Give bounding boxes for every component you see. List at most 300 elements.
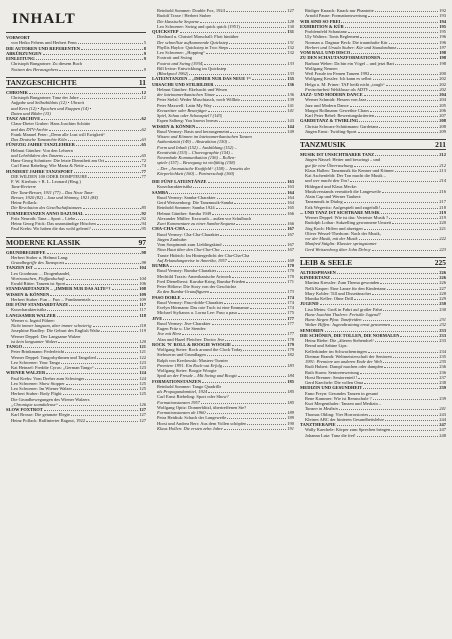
- entry-title: Hildegard und Klaus Mecke:: [305, 183, 358, 189]
- page-number: 104: [139, 265, 146, 271]
- dot-leader: [375, 116, 438, 117]
- page-number: 122: [139, 354, 146, 360]
- entry-title: TANZEN IST ...: [6, 265, 38, 271]
- section-heading-moderne-klassik: [6, 237, 146, 248]
- entry-title: Eugen Fritz u. Ute Stender:: [157, 326, 207, 331]
- entry-title: – Der „Aromatische Kraftfeld“ (158) – Jenseits der: [157, 165, 251, 171]
- entry-title: Fred Dienelherst: Kuruba-Krieg, Rumba-Frieden: [157, 278, 246, 284]
- dot-leader: [246, 282, 286, 283]
- dot-leader: [350, 106, 439, 107]
- entry-title: QUICKSTEP: [152, 29, 179, 34]
- page-number: 226: [439, 280, 446, 286]
- entry-title: Die Grundbewegungen des Wiener Walzers: [11, 396, 90, 402]
- entry-title: und wer macht den Ton?: [305, 178, 350, 184]
- entry-title: ist kein langsamer Walzer: [11, 338, 58, 344]
- page-number: 213: [439, 167, 446, 173]
- dot-leader: [368, 352, 439, 353]
- entry-title: Formationstanzen 1957: [157, 399, 200, 405]
- dot-leader: [182, 298, 287, 299]
- entry-title: Ruud Vermey: Basis und herausgemeint: [157, 128, 230, 134]
- entry-title: Die Revolution des Gesellschaftstanzes: [11, 205, 82, 211]
- entry-title: Kai Heinzel: Freddie Cyrus: „German Tango“: [11, 365, 94, 370]
- page-number: 164: [287, 194, 294, 200]
- page-number: 109: [139, 291, 146, 297]
- page-number: 236: [439, 364, 446, 370]
- entry-title: Alan und Hazel Fletcher: Doctor Jive: [157, 336, 225, 342]
- entry-title: Gerd Weissenborg: Die Tanzmusik-Samba: [157, 200, 234, 205]
- page-number: 247: [439, 422, 446, 427]
- entry-title: Diethard u. Christel Marschall: Flott hintüber: [157, 34, 239, 40]
- dot-leader: [354, 166, 438, 167]
- dot-leader: [216, 95, 287, 96]
- page-number: 206: [439, 107, 446, 113]
- entry-title: TURNIERTANZEN ANNO DAZUMAL: [6, 210, 84, 216]
- page-number: 11: [138, 77, 146, 87]
- entry-title: Karl Peter Bebel: Bewertungskriterien: [305, 113, 375, 118]
- entry-title: Foxtrot and Swing (1934): [157, 60, 204, 66]
- page-number: 197: [439, 44, 446, 50]
- dot-leader: [389, 218, 438, 219]
- page-number: 198: [439, 50, 446, 55]
- entry-title: F. W. Kierhuis + R. L. Leonard (Hrsg.): [11, 179, 81, 184]
- page-number: 230: [439, 306, 446, 312]
- dot-leader: [215, 85, 287, 86]
- dot-leader: [182, 334, 286, 335]
- dot-leader: [180, 32, 287, 33]
- entry-title: Auf Erkundungsreise in Amerika, 1957: [157, 257, 227, 263]
- entry-title: CHRONIK: [6, 89, 29, 95]
- entry-title: Werner Deppel: Der Langsame Walzer: [11, 333, 81, 339]
- dot-leader: [93, 326, 139, 327]
- page-number: 12: [141, 95, 146, 100]
- toc-column-1: [6, 8, 146, 423]
- page-number: 225: [434, 257, 446, 267]
- dot-leader: [92, 300, 139, 301]
- entry-title: Lex Goodman: ... Drogenhandel,: [11, 270, 71, 276]
- page-number: 202: [439, 81, 446, 87]
- section-heading-leib-seele: [300, 257, 446, 268]
- entry-title: Christoph Bungartner: Tanz der Jahre: [11, 95, 79, 100]
- dot-leader: [393, 357, 438, 358]
- dot-leader: [200, 22, 287, 23]
- page-number: 226: [439, 275, 446, 280]
- page-number: 163: [287, 179, 294, 184]
- page-number: 163: [287, 184, 294, 190]
- entry-title: Nelli Kasper: Eine Lanze für den Kindertanz: [305, 285, 386, 291]
- entry-title: SLOW FOXTROT: [6, 407, 43, 412]
- entry-title: Jürgen Nässel: Heiter und beswingt – und: [305, 157, 381, 163]
- page-number: 232: [439, 322, 446, 328]
- page-number: 118: [139, 323, 146, 328]
- dot-leader: [36, 59, 143, 60]
- entry-title: TANGO: [6, 344, 23, 349]
- page-number: 243: [439, 411, 446, 417]
- dot-leader: [243, 350, 286, 351]
- page-number: 62: [141, 116, 146, 121]
- entry-title: Mary Kobler: Till und Dissetänzcher: [305, 290, 372, 296]
- dot-leader: [66, 279, 139, 280]
- entry-title: Der schnellste aufkommende Quickstep: [157, 39, 229, 45]
- entry-title: Daten und Bilder (15): [11, 110, 51, 116]
- dot-leader: [71, 415, 138, 416]
- dot-leader: [105, 161, 140, 162]
- entry-title: Werner Deppel: Tangorhythmen und Tangolied: [11, 354, 96, 360]
- page-number: 219: [439, 215, 446, 220]
- title-rule: [6, 32, 146, 33]
- entry-title: Rüdiger Knaack: Knack nur Phantotte: [305, 8, 374, 13]
- entry-title: Traute Hidrich: Im Hintergedicht der Cha-Cha-Cha: [157, 252, 250, 258]
- page-number: 65: [141, 152, 146, 158]
- page-number: 236: [439, 369, 446, 375]
- entry-title: Carl Ernst Riebeling: Sport oder Show?: [157, 394, 229, 400]
- entry-title: Herbert Stuber: Fun ... Fun ... Fundamentals: [11, 296, 91, 302]
- dot-leader: [247, 424, 286, 425]
- dot-leader: [101, 331, 138, 332]
- entry-title: Espen Salberg: You knows bravas: [157, 118, 219, 124]
- entry-title: Dietmar Brandt: Weltmeisterschaft der Senioren: [305, 353, 392, 359]
- page-number: 235: [439, 353, 446, 359]
- page-number: 195: [439, 29, 446, 34]
- entry-title: Wortrauschen, Fluffandschaft: [11, 275, 65, 281]
- page-number: 104: [139, 275, 146, 281]
- entry-title: GARDETANZ & TWIRLING: [300, 118, 359, 124]
- dot-leader: [236, 224, 286, 225]
- entry-title: Heinz Georg Frick: Das unanständige Höschen: [11, 221, 96, 226]
- page-number: 228: [439, 290, 446, 296]
- page-number: 85: [141, 205, 146, 211]
- page-number: 94: [141, 221, 146, 226]
- entry-title: Ruud Vermey: Samba-Charakter: [157, 194, 216, 200]
- dot-leader: [186, 229, 286, 230]
- page-number: 108: [139, 286, 146, 292]
- page-number: 178: [287, 336, 294, 342]
- entry-title: Barbara Weber: Da bin ein Vögel – und jetzt Bari: [305, 60, 395, 66]
- entry-title: Phyllis Haylor: Quickstep in Two Steps: [157, 44, 229, 50]
- dot-leader: [357, 436, 439, 437]
- page-number: 92: [141, 210, 146, 216]
- entry-title: Rene Kummer: Wie ist Rennschule ?: [305, 395, 372, 401]
- dot-leader: [381, 213, 438, 214]
- entry-title: Formationstanzen ab 1960: [157, 410, 206, 415]
- page-number: 5: [143, 40, 146, 46]
- page-number: 205: [439, 102, 446, 108]
- page-number: 196: [439, 34, 446, 40]
- dot-leader: [68, 140, 141, 141]
- page-number: 194: [439, 18, 446, 24]
- page-number: 9: [143, 56, 146, 61]
- dot-leader: [364, 95, 439, 96]
- entry-title: Wally Kaechele: Körper zum Sprechen bringen: [305, 427, 391, 433]
- dot-leader: [74, 172, 141, 173]
- entry-title: der lateinamerikanischen Tänze: [157, 92, 215, 97]
- entry-title: Nicht immer langsam, aber immer schwierig: [11, 323, 92, 328]
- entry-title: HUNDERT JAHRE TANZSPORT: [6, 168, 73, 174]
- dot-leader: [387, 289, 439, 290]
- page-number: 144: [287, 123, 294, 129]
- dot-leader: [169, 193, 286, 194]
- dot-leader: [373, 79, 439, 80]
- dot-leader: [201, 403, 286, 404]
- entry-title: Josephine Bradley: Die Geburt des English Waltz: [11, 328, 101, 334]
- entry-title: Klaus Hallen: Tanzmusik für Kenner und Könner: [305, 167, 394, 173]
- dot-leader: [29, 93, 140, 94]
- page-number: 192: [439, 8, 446, 13]
- dot-leader: [370, 74, 438, 75]
- page-number: 200: [439, 71, 446, 76]
- entry-title: Herbert Stuber u. Helmut Lang:: [11, 254, 69, 260]
- page-number: 169: [287, 257, 294, 263]
- entry-title: von Heiko Fehens und Herbert Fenn: [11, 40, 77, 46]
- dot-leader: [64, 156, 141, 157]
- page-number: 136: [287, 81, 294, 87]
- page-number: 121: [139, 344, 146, 349]
- page-number: 167: [287, 242, 294, 247]
- entry-title: ROCK 'N' ROLL & BOOGIE WOOGIE: [152, 341, 232, 347]
- page-number: 97: [138, 237, 146, 247]
- entry-title: Foxtrott und Swing: [157, 55, 193, 61]
- entry-title: Jazz und Modern Dance: [305, 102, 349, 108]
- entry-title: Alain Cap und Werner Taubert:: [305, 194, 362, 199]
- dot-leader: [372, 294, 438, 295]
- dot-leader: [241, 100, 286, 101]
- entry-title: Werner u. Ingrid Führer:: [11, 317, 56, 323]
- entry-title: Kurzcharakteristika: [11, 307, 47, 313]
- dot-leader: [92, 229, 141, 230]
- dot-leader: [382, 192, 438, 193]
- dot-leader: [38, 268, 138, 269]
- entry-title: Christa Schwarz-Schüttmann: Gardetanz: [305, 123, 379, 129]
- entry-title: Erik Wegevitz: Aufgespielt und zugefallt!: [305, 204, 381, 210]
- dot-leader: [85, 214, 141, 215]
- entry-title: Jörg Koch: Hiffen und abzeigen: [305, 225, 363, 231]
- entry-title: Peter Maxwell: Latin My Way: [157, 102, 212, 108]
- dot-leader: [226, 11, 286, 12]
- page-number: 182: [287, 352, 294, 358]
- dot-leader: [212, 214, 286, 215]
- page-number: 123: [139, 365, 146, 370]
- page-number: 135: [287, 76, 294, 82]
- entry-title: ... UND TANZ IST SICHTBARE MUSIK: [300, 209, 380, 215]
- page-number: 208: [439, 118, 446, 124]
- dot-leader: [47, 310, 138, 311]
- entry-title: Novembale Kommunikation (156) – Rollen-: [157, 155, 236, 160]
- entry-title: DIE SCHÖNEN, DIE TOLLEN, DIE NORMALEN: [300, 332, 400, 338]
- dot-leader: [241, 27, 287, 28]
- page-number: 184: [287, 373, 294, 379]
- entry-title: Bill Irvine: Entwicklung im Quickstep: [157, 65, 227, 71]
- page-number: 198: [439, 55, 446, 61]
- dot-leader: [227, 418, 286, 419]
- page-number: 185: [287, 389, 294, 394]
- page-number: 132: [287, 44, 294, 50]
- entry-title: Kellerkinder im Schwachenringen: [305, 348, 367, 354]
- page-number: 237: [439, 374, 446, 380]
- page-number: 127: [287, 8, 294, 13]
- entry-title: Körperlichkeit (160) – Partnerschaft (160): [157, 170, 235, 176]
- entry-title: Spaß an der Freude – Mit Swing und Boogie: [157, 373, 238, 379]
- dot-leader: [207, 413, 287, 414]
- page-number: 63: [141, 137, 146, 142]
- entry-title: Christoph Bungartner: Zu diesem Buch: [11, 61, 82, 67]
- dot-leader: [364, 229, 439, 230]
- page-number: 109: [139, 296, 146, 302]
- dot-leader: [196, 127, 286, 128]
- entry-title: EINLEITUNG: [6, 56, 35, 61]
- dot-leader: [380, 283, 438, 284]
- dot-leader: [163, 319, 286, 320]
- page-number: 191: [287, 425, 294, 431]
- entry-title: Paul Krebs: Wo haben die das wohl gelernt?: [11, 226, 91, 232]
- section-spacer: [300, 252, 446, 255]
- page-number: 214: [439, 178, 446, 184]
- dot-leader: [220, 235, 286, 236]
- page-number: 62: [141, 126, 146, 132]
- dot-leader: [337, 425, 439, 426]
- entry-title: FÜNFZIG JAHRE TANZLEHRER: [6, 142, 75, 148]
- dot-leader: [392, 223, 438, 224]
- dot-leader: [229, 43, 286, 44]
- page-number: 72: [141, 158, 146, 163]
- section-heading-tanzgeschichte: [6, 77, 146, 88]
- entry-title: Thomas Ohling: Vier Horrorstories: [305, 411, 369, 417]
- dot-leader: [372, 250, 439, 251]
- dot-leader: [224, 429, 287, 430]
- entry-title: Evelyn Hörmann: Das rote Tuch ist eine Emmanue: [157, 305, 249, 310]
- dot-leader: [46, 373, 138, 374]
- page-number: 9: [143, 66, 146, 72]
- page-number: 164: [287, 189, 294, 195]
- entry-title: GRUNDBEGRIFFE: [6, 249, 46, 255]
- dot-leader: [112, 289, 139, 290]
- entry-title: und das DTV-Archiv: [11, 126, 48, 132]
- entry-title: Karl Brosse: Die getanzte Elegie: [11, 412, 70, 418]
- page-number: 167: [287, 247, 294, 253]
- dot-leader: [228, 261, 286, 262]
- page-number: 209: [439, 128, 446, 134]
- entry-title: Der Tanz-Beruer, 1911 (77) – Das Neue Tanz-: [11, 189, 94, 195]
- entry-title: Ruud Vermey: Paso-doble-Charakter: [157, 299, 224, 305]
- dot-leader: [208, 111, 286, 112]
- page-number: 193: [439, 13, 446, 19]
- page-number: 127: [139, 407, 146, 412]
- page-number: 190: [287, 420, 294, 426]
- entry-title: WIR SIND SO FREI: [300, 18, 341, 24]
- entry-title: Vom Soupimmit zum Lieblingskind: [157, 242, 222, 247]
- dot-leader: [397, 48, 438, 49]
- entry-title: Oliver Wessel-Therhorn: Nach der Musik,: [305, 230, 381, 236]
- entry-title: Helmut Günther: Von den Lehrern: [11, 147, 73, 153]
- page-number: 216: [439, 188, 446, 194]
- entry-title: Grundbegriffe des Tanzsports: [11, 260, 65, 265]
- entry-title: WISSEN & KÖNNEN: [6, 291, 50, 297]
- page-number: 238: [439, 380, 446, 385]
- dot-leader: [193, 187, 286, 188]
- entry-title: KINDERTANZ: [300, 275, 331, 280]
- dot-leader: [391, 325, 438, 326]
- entry-title: Monika Keller: Ohne Drill: [305, 296, 354, 301]
- page-number: 189: [287, 410, 294, 415]
- dot-leader: [238, 376, 286, 377]
- entry-title: Fritz Neuroth: Tanz – Sport – Liebe: [11, 215, 76, 221]
- page-number: 239: [439, 395, 446, 401]
- entry-title: Das Deutsche Tanzarchiv Köln: [11, 137, 67, 142]
- page-number: 12: [141, 89, 146, 95]
- entry-title: Klaus Hollen: Die ersten zehn Jahre: [157, 425, 223, 431]
- entry-title: Spiel, Schau oder Schauspiel? (143): [157, 113, 223, 118]
- entry-title: Reinhold Sommer: Double Fox, 1924: [157, 8, 225, 13]
- page-number: 173: [287, 289, 294, 295]
- entry-title: TANZMUSIK: [300, 140, 346, 149]
- dot-leader: [219, 121, 286, 122]
- dot-leader: [359, 121, 438, 122]
- entry-title: Weil Fraule im Femen Tanzen 1992: [305, 71, 370, 76]
- entry-title: und Kern (12) • Epochen und Etappen (14) •: [11, 105, 92, 111]
- entry-title: Ralph von Kredowski: Masters-Turnier: [157, 357, 228, 363]
- dot-leader: [47, 253, 141, 254]
- dot-leader: [223, 366, 286, 367]
- page-number: 212: [439, 152, 446, 157]
- dot-leader: [383, 362, 438, 363]
- page-number: 8: [143, 45, 146, 51]
- entry-title: Werner Schmidt: Hessen von Jazz: [305, 97, 367, 103]
- page-number: 231: [439, 317, 446, 322]
- entry-title: Frank Manuel Peter: „Denn alle Lust will Ewigkeit“: [11, 131, 106, 137]
- page-number: 198: [439, 60, 446, 66]
- entry-title: Ruth Sturm: Seniorenwertung: [305, 369, 359, 375]
- dot-leader: [204, 64, 286, 65]
- entry-title: Gerd Kaechele: Die vollen Oma: [305, 380, 363, 385]
- dot-leader: [85, 166, 141, 167]
- entry-title: Leo Schwener: Swing and quick quick (1951): [157, 23, 240, 29]
- entry-title: Rudi Hubert: Dampf machen oder dampfen: [305, 364, 384, 370]
- page-number: 166: [287, 221, 294, 226]
- entry-title: und Lehrbildern des Tanzens: [11, 152, 63, 158]
- dot-leader: [208, 182, 287, 183]
- page-number: 165: [287, 205, 294, 211]
- dot-leader: [83, 208, 141, 209]
- entry-title: Johanna Lutz: Tanz die frei!: [305, 432, 356, 438]
- entry-title: Rudolph Lothar: Sukzelling gewonnene Umzeit: [305, 220, 392, 226]
- dot-leader: [384, 367, 438, 368]
- page-number: 212: [439, 162, 446, 168]
- page-number: 128: [287, 18, 294, 24]
- entry-title: DIE FÜNF LATEINTÄNZE: [152, 179, 207, 184]
- page-number: 195: [439, 23, 446, 29]
- dot-leader: [97, 224, 141, 225]
- entry-title: Peter Hölterz: Die Story von der Geschichte: [157, 284, 237, 289]
- entry-title: Walter Hiffen: Jugendtraining ernst genommen: [305, 322, 391, 328]
- page-number: 226: [439, 269, 446, 275]
- page-number: 185: [287, 399, 294, 405]
- dot-leader: [375, 155, 438, 156]
- page-number: 133: [287, 60, 294, 66]
- page-number: 120: [139, 338, 146, 344]
- page-number: 235: [439, 359, 446, 364]
- entry-title: Helmut Günther: Ekelsucht und Wesen: [157, 86, 228, 92]
- dot-leader: [80, 98, 141, 99]
- entry-title: Heinz Pollack:: [11, 200, 38, 205]
- page-number: 211: [435, 140, 446, 149]
- dot-leader: [213, 106, 286, 107]
- entry-title: „Chronique scandaleuse“: [11, 401, 59, 407]
- dot-leader: [44, 410, 138, 411]
- page-number: 196: [439, 39, 446, 45]
- dot-leader: [337, 273, 438, 274]
- entry-title: Heinz Pollack: Raffinierter Ragout, 1922: [11, 417, 86, 423]
- dot-leader: [339, 409, 438, 410]
- entry-title: Wolfgang Neuner:: [305, 65, 339, 71]
- dot-leader: [210, 292, 286, 293]
